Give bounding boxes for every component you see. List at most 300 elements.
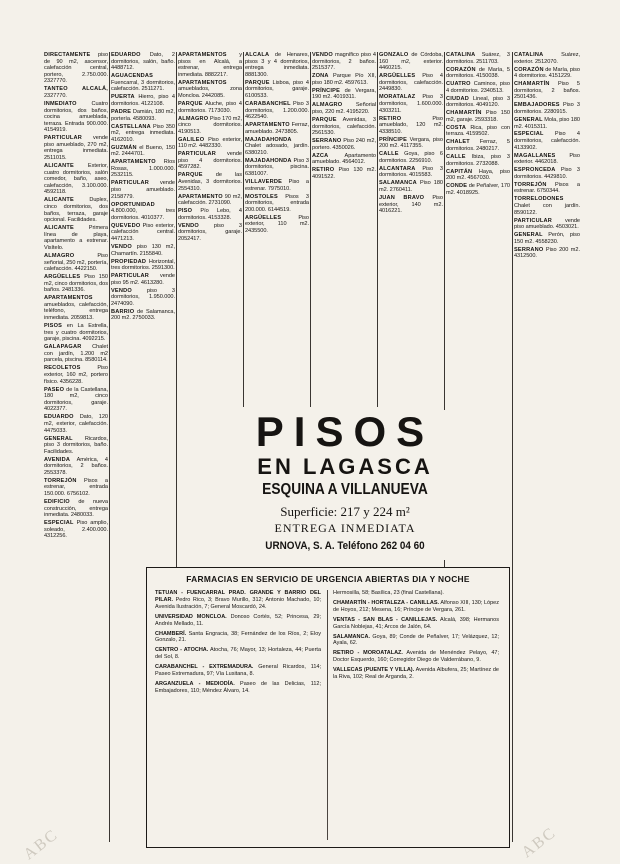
classified-ad-head: CARABANCHEL [245, 100, 291, 107]
classified-ad [111, 159, 175, 179]
classified-ad [111, 288, 175, 308]
classified-ad-head: ALMAGRO [312, 102, 343, 109]
classified-ad-head: ALMAGRO [178, 115, 209, 122]
classified-ad-head: CHALET [446, 139, 470, 146]
classified-ad-head: ALICANTE [44, 225, 74, 232]
classified-ad-text: Caminos, piso 4 dormitorios. 2340513. [446, 81, 510, 94]
classified-ad-text: vende piso amueblado, 270 m2, entrega inmediata. 2511015. [44, 135, 108, 162]
classified-ad-head: MAJADAHONDA [245, 136, 292, 143]
classified-ad-head: PUERTA [111, 94, 135, 101]
classified-ad [111, 244, 175, 257]
pharmacy-addresses: General Ricardos, 114; Paseo Extremadura, 97; Vía Lusitana, 8. [155, 664, 321, 678]
classified-ad-text: amueblados, calefacción, teléfono, entrega inmediata. 2059813. [44, 301, 108, 322]
classified-ad-head: CIUDAD [446, 95, 469, 102]
pharmacy-addresses: Atocha, 76; Mayor, 13; Hortaleza, 44; Puerta del Sol, 8. [155, 647, 321, 661]
classified-ad-head: CALLE [446, 154, 466, 161]
classified-ad [44, 457, 108, 477]
classified-ad-head: OPORTUNIDAD [111, 201, 155, 208]
classified-ad-text: Pisos 3 dormitorios, entrada 200.000. 6144519. [245, 193, 309, 213]
ad-location: EN LAGASCA [257, 454, 433, 479]
classified-ad-text: de Vergara, 190 m2. 4019311. [312, 87, 376, 101]
classified-ad [44, 197, 108, 223]
pharmacy-zone [155, 664, 321, 678]
pharmacy-zone-name: VALLECAS (PUENTE Y VILLA). [333, 667, 415, 674]
classified-ad-text: 90 m2, calefacción. 2731090. [178, 193, 242, 207]
classified-ad [446, 67, 510, 80]
classified-ad [245, 101, 309, 121]
pharmacies-box [146, 567, 510, 848]
classified-ad-head: GENERAL [44, 435, 73, 442]
classified-ad [245, 215, 309, 235]
classified-ad [245, 179, 309, 192]
column-rule [310, 52, 311, 407]
classified-ad-text: piso de 90 m2, ascensor, calefacción central, portero, 2.750.000. 2327770. [44, 52, 108, 85]
classified-ad [178, 151, 242, 171]
classified-ad-text: América, 4 dormitorios, 2 baños. 2553378. [44, 456, 108, 476]
classified-ad-text: de nueva construcción, entrega inmediata. 2480033. [44, 499, 108, 519]
classified-ad [379, 73, 443, 93]
classified-ad [379, 195, 443, 215]
classified-ad [178, 116, 242, 136]
classified-ad-text: piso 3 dormitorios, garaje. 2052417. [178, 222, 242, 242]
classified-ad-head: PARQUE [312, 116, 337, 123]
pharmacy-zone-name: RETIRO - MOROATALAZ. [333, 650, 403, 657]
classified-ad-text: Lisboa, piso 4 dormitorios, garaje. 6100533. [245, 79, 309, 99]
classified-ad [44, 436, 108, 456]
classified-ad-text: Rica, piso con terraza. 4159502. [446, 124, 510, 138]
classified-ad-head: PADRE [111, 108, 132, 115]
classified-ad [111, 273, 175, 286]
classified-ad-head: ALICANTE [44, 163, 74, 170]
classified-ad [312, 167, 376, 180]
classified-ad [514, 182, 580, 195]
classified-ad [312, 117, 376, 137]
classified-ad-text: Piso exterior, 110 m2. 2435500. [245, 214, 309, 234]
classified-ad-head: ZONA [312, 73, 329, 80]
classified-ad-head: VILLAVERDE [245, 179, 283, 186]
classified-column-1 [44, 52, 108, 842]
classified-ad-text: Piso 150 m2, garaje. 2593318. [446, 110, 510, 123]
classified-ad [514, 167, 580, 180]
classified-ad-head: CATALINA [514, 52, 544, 58]
classified-ad-head: DIRECTAMENTE [44, 52, 91, 58]
classified-ad-head: QUEVEDO [111, 222, 141, 229]
classified-ad-text: Piso señorial, 250 m2, portería, calefacción. 4422150. [44, 252, 108, 273]
classified-ad-head: EMBAJADORES [514, 102, 560, 109]
classified-column-8 [514, 52, 580, 842]
classified-ad [44, 478, 108, 498]
classified-ad-head: RETIRO [312, 167, 335, 174]
classified-ad-text: Avenidas, 3 dormitorios, calefacción. 2561530. [312, 116, 376, 137]
classified-ad-head: ESPECIAL [44, 520, 74, 527]
classified-ad [178, 194, 242, 207]
classified-ad-head: TANTEO ALCALÁ, [44, 86, 108, 93]
classified-ad [111, 73, 175, 93]
classified-ad-head: MORATALAZ [379, 94, 416, 101]
classified-ad-text: Piso amueblado, 120 m2. 4338510. [379, 115, 443, 135]
classified-ad [44, 520, 108, 540]
pharmacy-addresses: Goya, 89; Conde de Peñalver, 17; Velázquez, 12; Ayala, 62. [333, 633, 499, 647]
classified-ad-head: MAGALLANES [514, 152, 556, 159]
classified-ad-head: ALCANTARA [379, 165, 416, 172]
classified-ad-text: Piso 130 m2. 4091522. [312, 167, 376, 180]
pharmacy-zone [155, 631, 321, 645]
classified-ad-text: Piso 200 m2. 4312500. [514, 246, 580, 260]
pharmacies-title: FARMACIAS EN SERVICIO DE URGENCIA ABIERTAS DIA Y NOCHE [186, 574, 470, 584]
classified-ad-text: piso 130 m2, Chamartín. 2155840. [111, 243, 175, 257]
classified-ad-head: ARGÜELLES [44, 274, 81, 281]
classified-ad [178, 80, 242, 100]
classified-ad [446, 169, 510, 182]
ad-title: PISOS [255, 410, 435, 455]
pharmacy-zone [333, 650, 499, 664]
classified-ad-head: TORREJÓN [514, 181, 547, 188]
classified-ad [514, 196, 580, 216]
classified-ad-text: Piso exterior, 140 m2. 4016221. [379, 195, 443, 215]
classified-ad [44, 414, 108, 434]
classified-ad [312, 73, 376, 86]
classified-ad-text: Piso 3 dormitorios, 1.600.000. 4303211. [379, 94, 443, 114]
classified-ad-text: Piso 3 dormitorios. 4429810. [514, 167, 580, 180]
classified-ad-text: Goya, piso 6 dormitorios. 2256910. [379, 151, 443, 164]
classified-ad [446, 183, 510, 196]
pharmacy-addresses: Alfonso XIII, 130; López de Hoyos, 212; Mesena, 16; Príncipe de Vergara, 261. [333, 599, 499, 613]
classified-ad-text: Piso 180 m2. 2760411. [379, 180, 443, 194]
classified-ad-head: JUAN BRAVO [379, 195, 425, 201]
classified-ad-text: Piso 4 dormitorios, calefacción. 2449830. [379, 73, 443, 93]
classified-ad [379, 94, 443, 114]
classified-ad-text: Piso exterior, calefacción central. 4471213. [111, 222, 175, 242]
classified-ad-text: Chalet con jardín. 8590122. [514, 202, 580, 216]
classified-ad-text: Primera línea de playa, apartamento a estrenar. Visítelo. [44, 225, 108, 251]
classified-ad-head: AVENIDA [44, 456, 71, 463]
classified-ad-head: AGUACENDAS [111, 73, 154, 80]
classified-ad [312, 88, 376, 101]
classified-ad-head: TORREJÓN [44, 477, 77, 484]
classified-ad-head: ALICANTE [44, 197, 74, 204]
classified-ad [446, 96, 510, 109]
classified-ad-text: Ibiza, piso 3 dormitorios. 2732088. [446, 154, 510, 167]
classified-ad-head: APARTAMENTO [111, 159, 156, 166]
classified-column-4 [245, 52, 309, 320]
pisos-lagasca-ad [245, 410, 445, 560]
classified-ad-text: Piso exterior, 110 m2. 4482330. [178, 136, 242, 150]
column-rule [176, 52, 177, 567]
classified-column-3 [178, 52, 242, 320]
classified-ad-text: Lineal, piso 3 dormitorios. 4049120. [446, 95, 510, 109]
classified-ad-text: Vergara, piso 200 m2. 4117355. [379, 136, 443, 150]
classified-ad-head: SERRANO [312, 138, 342, 145]
classified-ad-text: Piso 350 m2, entrega inmediata. 4162010. [111, 123, 175, 143]
classified-ad-text: Duplex, cinco dormitorios, dos baños, terraza, garaje opcional. Facilidades. [44, 197, 108, 224]
pharmacy-zone [155, 614, 321, 628]
classified-column-2 [111, 52, 175, 572]
classified-ad [514, 247, 580, 260]
classified-ad-head: TORRELODONES [514, 196, 564, 203]
classified-ad [111, 145, 175, 158]
ad-contact: URNOVA, S. A. Teléfono 262 04 60 [265, 540, 425, 552]
pharmacy-zone [155, 681, 321, 695]
pharmacy-zone [333, 667, 499, 681]
pharmacy-zone [155, 647, 321, 661]
classified-ad-text: Ferraz, amueblado. 2473805. [245, 122, 309, 135]
classified-ad-text: de la Castellana, 180 m2, cinco dormitorios, garaje. 4022377. [44, 386, 108, 413]
classified-ad-head: EDUARDO [44, 414, 74, 421]
classified-ad-head: EDUARDO [111, 52, 141, 58]
pharmacy-zone-name: CARABANCHEL - EXTREMADURA. [155, 664, 254, 671]
ad-surface: Superficie: 217 y 224 m² [280, 504, 410, 519]
pharmacy-zone-name: UNIVERSIDAD MONCLOA. [155, 613, 227, 620]
pharmacy-zone-name: ARGANZUELA - MEDIODÍA. [155, 680, 235, 687]
classified-ad-head: ALCALÁ [245, 52, 270, 58]
classified-ad-head: PARQUE [178, 172, 203, 179]
classified-ad-head: MAJADAHONDA [245, 157, 292, 164]
classified-ad-text: y pisos en Alcalá, a estrenar, entrega inmediata. 8882217. [178, 52, 242, 78]
classified-ad-head: PARTICULAR [44, 135, 82, 142]
classified-ad-head: ALMAGRO [44, 252, 75, 259]
classified-ad [178, 52, 242, 78]
classified-ad-text: Ricardos, piso 3 dormitorios, baño. Facilidades. [44, 435, 108, 455]
pharmacy-addresses: Santa Engracia, 38; Fernández de los Ríos, 2; Eloy Gonzalo, 21. [155, 630, 321, 644]
classified-ad-head: CASTELLANA [111, 123, 151, 130]
classified-ad [312, 52, 376, 72]
pharmacy-zone [333, 617, 499, 631]
pharmacies-right-column [333, 590, 499, 842]
classified-ad-head: RECOLETOS [44, 365, 81, 372]
classified-ad [514, 52, 580, 65]
classified-ad-text: vende piso 95 m2. 4613280. [111, 273, 175, 286]
classified-ad [111, 94, 175, 107]
classified-ad [44, 86, 108, 99]
classified-ad [379, 180, 443, 193]
classified-ad [178, 172, 242, 192]
classified-ad-text: Piso 150 m2, cinco dormitorios, dos baños. 2481336. [44, 274, 108, 294]
classified-ad-head: GALAPAGAR [44, 344, 82, 351]
classified-ad-head: VENDO [178, 222, 199, 229]
classified-ad [312, 153, 376, 166]
abc-watermark: ABC [20, 825, 62, 864]
classified-ad-text: Piso exterior, 160 m2, portero físico. 4356228. [44, 365, 108, 385]
classified-ad-text: de María, 5 dormitorios. 4150038. [446, 66, 510, 80]
classified-ad-head: PASEO [44, 386, 65, 393]
classified-ad-head: ESPECIAL [514, 131, 544, 138]
classified-ad-head: PARTICULAR [178, 151, 216, 158]
classified-ad-head: PRÍNCIPE [312, 87, 341, 94]
classified-ad-text: Piso 3 dormitorios, 1.200.000. 4622540. [245, 100, 309, 121]
classified-ad-head: MOSTOLES [245, 193, 278, 200]
classified-ad-text: Piso 4 dormitorios, calefacción. 4133902. [514, 131, 580, 151]
classified-ad-head: CORAZÓN [446, 66, 476, 73]
classified-ad-text: Ferraz, 5 dormitorios. 2480217. [446, 139, 510, 153]
classified-ad [514, 67, 580, 80]
classified-ad-text: Dato, 2 dormitorios, salón, baño. 4488712. [111, 52, 175, 72]
classified-ad [44, 274, 108, 294]
classified-ad-text: 2327770. [44, 92, 67, 99]
pharmacy-addresses: Hermosilla, 58; Basílica, 23 (final Castellana). [333, 590, 444, 596]
classified-ad-text: en La Estrella, tres y cuatro dormitorios, garaje, piscina. 4092215. [44, 323, 108, 343]
classified-ad [44, 135, 108, 161]
classified-ad [446, 125, 510, 138]
classified-ad-head: EDIFICIO [44, 499, 70, 506]
classified-ad-head: VENDO [111, 287, 132, 294]
classified-ad-head: PARQUE [178, 100, 203, 107]
classified-ad-text: el Bueno, 150 m2. 2444701. [111, 144, 175, 158]
classified-ad [446, 110, 510, 123]
classified-ad-text: amueblados, zona Moncloa. 2442085. [178, 86, 242, 99]
ad-delivery: ENTREGA INMEDIATA [274, 521, 416, 535]
pharmacy-zone [155, 590, 321, 611]
classified-ad-text: Suárez, 3 dormitorios. 2511703. [446, 52, 510, 65]
classified-ad [44, 365, 108, 385]
classified-ad [446, 52, 510, 65]
classified-ad-head: CHAMARTÍN [514, 81, 550, 88]
classified-ad-text: Señorial piso, 220 m2. 4195220. [312, 102, 376, 115]
classified-ad-text: Suárez, exterior. 2512070. [514, 52, 580, 65]
classified-ad-text: piso 3 dormitorios, 1.950.000. 2474090. [111, 287, 175, 307]
classified-ad-text: de Córdoba, 160 m2, exterior. 4460215. [379, 52, 443, 72]
classified-ad-head: CALLE [379, 151, 399, 158]
classified-ad-head: PARQUE [245, 79, 270, 86]
classified-ad [44, 344, 108, 364]
classified-ad [514, 117, 580, 130]
classified-ad-head: SALAMANCA [379, 180, 417, 187]
classified-ad [245, 52, 309, 78]
classified-ad-text: 4.800.000, tres dormitorios. 4010377. [111, 208, 175, 221]
classified-ad [245, 122, 309, 135]
classified-ad-head: PISO [178, 208, 193, 215]
classified-ad-head: GENERAL [514, 116, 543, 123]
classified-ad-head: GALILEO [178, 136, 205, 143]
classified-ad-text: Damián, 180 m2, portería. 4580093. [111, 108, 175, 122]
pharmacy-addresses: Pedro Rico, 3; Bravo Murillo, 312; Antonio Machado, 10; Avenida Ilustración, 7; General Moscardó, 24. [155, 596, 321, 610]
classified-ad-text: Piso 3 dormitorios. 4015583. [379, 165, 443, 179]
classified-ad-head: PARTICULAR [111, 273, 149, 280]
classified-ad-text: de Salamanca, 200 m2. 2750033. [111, 308, 175, 322]
ad-corner: ESQUINA A VILLANUEVA [262, 481, 428, 498]
classified-ad [514, 102, 580, 115]
abc-watermark: ABC [518, 823, 560, 862]
classified-ad-text: Piso 170 m2, cinco dormitorios. 4190513. [178, 115, 242, 135]
classified-ad-text: Mola, piso 180 m2. 4015311. [514, 116, 580, 130]
classified-ad-text: Perón, piso 150 m2. 4558230. [514, 232, 580, 245]
classified-ad-head: SERRANO [514, 246, 544, 253]
classified-ad [379, 137, 443, 150]
classified-ad-text: Piso 240 m2, portero. 4350026. [312, 138, 376, 151]
classified-ad-text: Pisos a estrenar, entrada 150.000. 6756102. [44, 477, 108, 498]
classified-ad-text: Parque Pío XII, piso 180 m2. 4597613. [312, 73, 376, 86]
classified-ad-text: Cuatro dormitorios, dos baños, cocina amueblada, terraza. Entrada 900.000. 4154919. [44, 100, 108, 134]
classified-ad-head: GUZMÁN [111, 144, 137, 151]
classified-ad [44, 387, 108, 413]
classified-ad-text: Chalet adosado, jardín. 6380210. [245, 143, 309, 156]
classified-ad [379, 151, 443, 164]
pharmacy-zone-name: TETUÁN - FUENCARRAL PRAD. GRANDE Y BARRIO DEL PILAR. [155, 590, 321, 603]
classified-ad-head: ARGÜELLES [379, 73, 416, 80]
column-rule [512, 52, 513, 842]
classified-ad-head: CAPITÁN [446, 168, 473, 175]
classified-ad [514, 131, 580, 151]
column-rule [109, 52, 110, 842]
classified-ad-head: ARGÜELLES [245, 214, 282, 221]
classified-ad-head: PROPIEDAD [111, 258, 147, 265]
pharmacy-addresses: Paseo de las Delicias, 112; Embajadores, 110; Méndez Álvaro, 14. [155, 680, 321, 694]
classified-ad-text: Fuencarral, 3 dormitorios, calefacción. 2511271. [111, 79, 175, 93]
classified-ad-text: magnífico piso 4 dormitorios, 2 baños. 2515377. [312, 52, 376, 72]
pharmacy-zone-name: SALAMANCA. [333, 633, 370, 640]
classified-ad [245, 80, 309, 100]
classified-ad [379, 52, 443, 72]
classified-ad-text: vende piso 4 dormitorios. 4597282. [178, 151, 242, 171]
classified-ad-text: Piso 3 dormitorios. 2280915. [514, 102, 580, 115]
pharmacy-addresses: Avenida de Menéndez Pelayo, 47; Doctor Esquerdo, 160; Corregidor Diego de Valderrábano, 9. [333, 650, 499, 664]
pharmacy-zone [333, 590, 499, 597]
column-rule [243, 52, 244, 407]
pharmacy-addresses: Avenida Albufera, 25; Martínez de la Riva, 102; Real de Arganda, 2. [333, 667, 499, 681]
classified-ad-head: CHAMARTÍN [446, 110, 482, 117]
classified-ad-text: Ríos Rosas, 1.000.000. 2532115. [111, 159, 175, 179]
classified-ad [44, 52, 108, 85]
classified-ad-head: APARTAMENTO [245, 122, 290, 129]
classified-ad-head: VENDO [312, 52, 333, 58]
classified-ad-text: vende piso amueblado. 4503021. [514, 217, 580, 231]
classified-ad [44, 163, 108, 196]
column-rule [377, 52, 378, 407]
pharmacies-left-column [155, 590, 321, 842]
classified-ad [111, 109, 175, 122]
classified-ad-head: APARTAMENTO [178, 193, 223, 200]
classified-ad-head: RETIRO [379, 115, 402, 122]
pharmacy-zone-name: CHAMARTÍN - HORTALEZA - CANILLAS. [333, 599, 440, 606]
classified-ad-text: de las Avenidas, 3 dormitorios. 2554310. [178, 172, 242, 192]
classified-ad [111, 223, 175, 243]
classified-ad-text: Pisos a estrenar. 6750344. [514, 181, 580, 195]
classified-ad-text: Dato, 120 m2, exterior, calefacción. 4475033. [44, 414, 108, 434]
classified-ad [446, 154, 510, 167]
classified-ad-head: CUATRO [446, 81, 471, 88]
classified-ad [178, 208, 242, 221]
pharmacy-addresses: Donoso Cortés, 52; Princesa, 29; Andrés Mellado, 11. [155, 613, 321, 627]
classified-ad [44, 295, 108, 321]
classified-ad [312, 102, 376, 115]
classified-ad [312, 138, 376, 151]
classified-column-7 [446, 52, 510, 572]
classified-ad-text: de Henares, pisos 3 y 4 dormitorios, entrega inmediata. 8881300. [245, 52, 309, 78]
classified-ad [514, 232, 580, 245]
classified-ad [245, 158, 309, 178]
classified-ad-text: vende piso amueblado. 2158779. [111, 180, 175, 200]
classified-ad [44, 499, 108, 519]
classified-ad [44, 225, 108, 251]
classified-ad [446, 81, 510, 94]
pharmacies-divider [327, 590, 328, 840]
classified-ad-text: Piso 3 dormitorios, piscina. 6381007. [245, 157, 309, 178]
classified-ad-head: CONDE [446, 183, 468, 190]
classified-ad-head: INMEDIATO [44, 100, 77, 107]
pharmacy-zone [333, 634, 499, 648]
classified-ad-head: AZCA [312, 152, 329, 159]
pharmacy-addresses: Alcalá, 398; Hermanos García Noblejas, 41; Arcos de Jalón, 64. [333, 616, 499, 630]
classified-ad [111, 52, 175, 72]
pharmacy-zone-name: VENTAS - SAN BLAS - CANILLEJAS. [333, 616, 438, 623]
classified-ad-text: Piso amplio, soleado, 2.400.000. 4312256. [44, 520, 108, 540]
classified-ad-head: PARTICULAR [514, 217, 552, 224]
classified-ad-head: PARTICULAR [111, 180, 149, 187]
classified-ad-text: Pío Lebo, 4 dormitorios. 4153328. [178, 208, 242, 221]
classified-ad-head: VENDO [111, 243, 132, 250]
classified-ad-head: APARTAMENTOS [178, 79, 227, 86]
classified-ad [44, 323, 108, 343]
classified-ad-head: APARTAMENTOS [44, 295, 93, 302]
